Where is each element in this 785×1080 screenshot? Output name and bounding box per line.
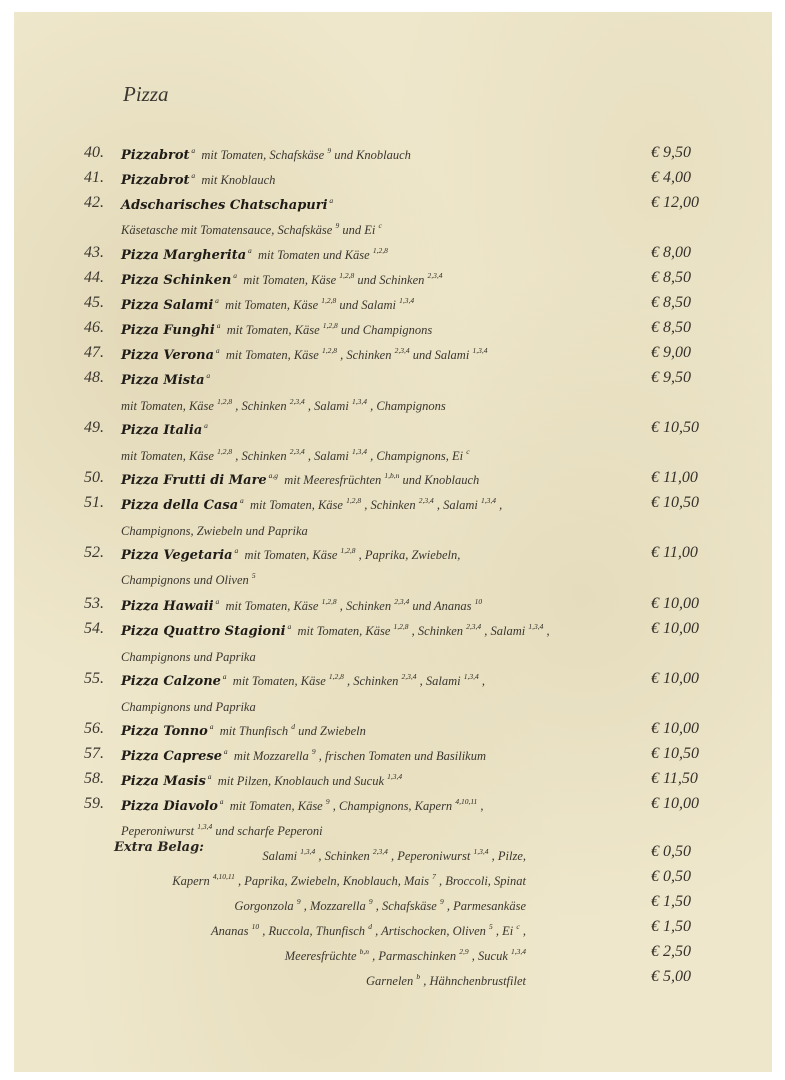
page-title: Pizza: [123, 82, 169, 106]
item-line: [121, 670, 485, 689]
item-line: [121, 144, 411, 163]
allergen-code: a: [238, 496, 244, 505]
description-text: , Schinken: [336, 599, 395, 613]
description-text: , Champignons: [366, 399, 446, 413]
allergen-code: 1,2,8: [217, 397, 233, 406]
item-number: 53.: [84, 595, 104, 612]
item-price: € 10,50: [651, 419, 699, 436]
item-line: [121, 795, 484, 814]
description-text: , Paprika, Zwiebeln, Knoblauch, Mais: [234, 874, 433, 888]
item-name: Pizza Diavolo: [121, 799, 218, 814]
allergen-code: a: [231, 271, 237, 280]
item-number: 43.: [84, 244, 104, 261]
allergen-code: 2,3,4: [466, 622, 482, 631]
description-text: Peperoniwurst: [121, 824, 198, 838]
description-text: mit Tomaten, Käse: [225, 298, 322, 312]
item-line: [121, 294, 414, 313]
description-text: und Ananas: [409, 599, 475, 613]
description-text: Ananas: [211, 924, 252, 938]
description-text: ,: [519, 924, 526, 938]
allergen-code: a: [204, 371, 211, 380]
extra-line: [172, 870, 526, 889]
allergen-code: 1,3,4: [351, 447, 367, 456]
allergen-code: 1,3,4: [463, 672, 479, 681]
item-name: Pizza Italia: [121, 423, 203, 438]
allergen-code: 1,2,8: [321, 346, 337, 355]
item-name: Pizza Frutti di Mare: [121, 473, 267, 488]
description-text: , Parmesankäse: [443, 899, 526, 913]
description-text: , Salami: [304, 449, 352, 463]
allergen-code: a: [246, 246, 252, 255]
menu-item: [14, 469, 772, 493]
allergen-code: 1,3,4: [528, 622, 544, 631]
allergen-code: a: [213, 296, 219, 305]
item-name: Pizza Verona: [121, 348, 214, 363]
item-line: [121, 169, 275, 188]
allergen-code: b,n: [359, 947, 369, 956]
allergen-code: c: [466, 447, 470, 456]
item-line: [121, 544, 460, 563]
description-text: , Ruccola, Thunfisch: [259, 924, 369, 938]
allergen-code: 1,2,8: [393, 622, 409, 631]
description-text: mit Tomaten, Käse: [250, 498, 347, 512]
item-name: Pizzabrot: [121, 173, 190, 188]
menu-item: [14, 144, 772, 168]
item-name: Pizza Masis: [121, 774, 206, 789]
allergen-code: 2,3,4: [394, 597, 410, 606]
extra-line: [234, 895, 526, 914]
allergen-code: 5: [251, 571, 256, 580]
menu-item: [14, 745, 772, 769]
description-text: , Ei: [492, 924, 517, 938]
allergen-code: 1,2,8: [217, 447, 233, 456]
menu-item: [14, 369, 772, 393]
extra-price: € 0,50: [651, 868, 691, 885]
allergen-code: c: [378, 221, 382, 230]
allergen-code: 1,3,4: [480, 496, 496, 505]
allergen-code: 1,2,8: [340, 546, 356, 555]
description-text: , Peperoniwurst: [387, 849, 474, 863]
item-line: [121, 419, 214, 438]
description-text: mit Tomaten, Käse: [229, 799, 326, 813]
item-price: € 9,50: [651, 144, 691, 161]
allergen-code: 4,10,11: [212, 872, 235, 881]
menu-item: [14, 720, 772, 744]
item-name: Pizza Schinken: [121, 273, 232, 288]
menu-item: [14, 795, 772, 819]
menu-item: [14, 494, 772, 518]
allergen-code: 5: [489, 922, 493, 931]
description-text: Gorgonzola: [234, 899, 297, 913]
allergen-code: c: [516, 922, 520, 931]
item-name: Pizza Quattro Stagioni: [121, 624, 286, 639]
allergen-code: 9: [439, 897, 444, 906]
extra-price: € 2,50: [651, 943, 691, 960]
menu-item: [14, 244, 772, 268]
item-name: Pizzabrot: [121, 148, 190, 163]
allergen-code: 2,3,4: [289, 397, 305, 406]
allergen-code: 1,3,4: [197, 822, 213, 831]
description-text: und Zwiebeln: [295, 724, 366, 738]
description-text: , Paprika, Zwiebeln,: [355, 548, 461, 562]
item-line: [121, 720, 366, 739]
allergen-code: a: [285, 622, 292, 631]
description-text: mit Tomaten, Käse: [244, 548, 341, 562]
item-number: 50.: [84, 469, 104, 486]
description-text: Käsetasche mit Tomatensauce, Schafskäse: [121, 223, 336, 237]
allergen-code: 9: [335, 221, 340, 230]
item-name: Pizza Vegetaria: [121, 548, 233, 563]
description-text: mit Tomaten, Käse: [121, 449, 218, 463]
item-line: [121, 244, 388, 263]
item-line: [121, 494, 502, 513]
description-text: , Schinken: [232, 399, 290, 413]
allergen-code: a: [232, 546, 239, 555]
allergen-code: 10: [474, 597, 483, 606]
description-text: mit Tomaten, Schafskäse: [201, 148, 328, 162]
description-text: und Champignons: [337, 323, 433, 337]
item-line: [121, 620, 550, 639]
menu-item: [14, 269, 772, 293]
item-number: 51.: [84, 494, 104, 511]
item-number: 56.: [84, 720, 104, 737]
spacer: [210, 373, 216, 387]
allergen-code: 1,3,4: [399, 296, 415, 305]
allergen-code: 2,3,4: [372, 847, 388, 856]
allergen-code: 1,2,8: [321, 597, 337, 606]
item-price: € 10,00: [651, 620, 699, 637]
description-text: und Knoblauch: [399, 473, 480, 487]
description-text: und Salami: [409, 348, 473, 362]
extra-line: [211, 920, 526, 939]
description-text: Salami: [262, 849, 301, 863]
description-text: und scharfe Peperoni: [212, 824, 323, 838]
description-text: und Ei: [339, 223, 379, 237]
description-text: ,: [478, 674, 485, 688]
spacer: [208, 423, 214, 437]
allergen-code: a: [202, 421, 208, 430]
extra-line: [262, 845, 526, 864]
item-number: 45.: [84, 294, 104, 311]
description-text: Champignons und Paprika: [121, 650, 256, 664]
item-name: Pizza Caprese: [121, 749, 222, 764]
item-name: Pizza Funghi: [121, 323, 215, 338]
description-text: ,: [495, 498, 503, 512]
allergen-code: a,g: [266, 471, 278, 480]
allergen-code: a: [189, 171, 196, 180]
allergen-code: 9: [296, 897, 301, 906]
allergen-code: 9: [327, 146, 332, 155]
menu-item: [14, 544, 772, 568]
item-name: Pizza Margherita: [121, 248, 247, 263]
item-number: 54.: [84, 620, 104, 637]
allergen-code: 2,3,4: [289, 447, 305, 456]
allergen-code: 2,9: [459, 947, 469, 956]
item-price: € 10,50: [651, 494, 699, 511]
item-price: € 8,50: [651, 294, 691, 311]
description-text: , Schinken: [408, 624, 467, 638]
description-text: ,: [477, 799, 484, 813]
menu-item: [14, 194, 772, 218]
item-price: € 8,50: [651, 319, 691, 336]
allergen-code: 1,3,4: [511, 947, 526, 956]
allergen-code: a: [222, 747, 228, 756]
allergen-code: 1,2,8: [372, 246, 388, 255]
description-text: Champignons und Oliven: [121, 573, 252, 587]
item-name: Pizza Hawaii: [121, 599, 214, 614]
menu-item: [14, 595, 772, 619]
allergen-code: 2,3,4: [418, 496, 434, 505]
allergen-code: a: [189, 146, 196, 155]
description-text: , Artischocken, Oliven: [371, 924, 490, 938]
item-number: 47.: [84, 344, 104, 361]
item-line: [121, 369, 216, 388]
description-text: mit Tomaten, Käse: [232, 674, 329, 688]
item-price: € 11,50: [651, 770, 698, 787]
allergen-code: a: [214, 321, 221, 330]
item-description-line: [121, 219, 382, 238]
allergen-code: a: [327, 196, 334, 205]
allergen-code: 1,2,8: [322, 321, 338, 330]
item-description-line: [121, 696, 256, 715]
description-text: und Salami: [336, 298, 400, 312]
description-text: , Schinken: [315, 849, 373, 863]
item-line: [121, 770, 402, 789]
item-number: 59.: [84, 795, 104, 812]
description-text: , Schinken: [361, 498, 419, 512]
item-name: Pizza Tonno: [121, 724, 208, 739]
allergen-code: 1,3,4: [351, 397, 367, 406]
description-text: Garnelen: [366, 974, 417, 988]
item-price: € 8,50: [651, 269, 691, 286]
allergen-code: a: [217, 797, 224, 806]
allergen-code: b: [416, 972, 421, 981]
allergen-code: 2,3,4: [394, 346, 410, 355]
description-text: , Salami: [416, 674, 464, 688]
description-text: und Knoblauch: [331, 148, 411, 162]
menu-item: [14, 770, 772, 794]
allergen-code: 1,3,4: [300, 847, 316, 856]
description-text: mit Tomaten, Käse: [225, 348, 322, 362]
description-text: , Schinken: [232, 449, 290, 463]
menu-item: [14, 294, 772, 318]
allergen-code: 10: [251, 922, 260, 931]
item-line: [121, 319, 432, 338]
item-line: [121, 595, 482, 614]
item-number: 49.: [84, 419, 104, 436]
description-text: Champignons, Zwiebeln und Paprika: [121, 524, 308, 538]
item-price: € 10,00: [651, 595, 699, 612]
allergen-code: a: [220, 672, 227, 681]
description-text: mit Tomaten, Käse: [226, 323, 323, 337]
description-text: ,: [543, 624, 550, 638]
allergen-code: d: [368, 922, 372, 931]
item-description-line: [121, 520, 308, 539]
allergen-code: 4,10,11: [455, 797, 478, 806]
item-number: 48.: [84, 369, 104, 386]
description-text: Kapern: [172, 874, 213, 888]
description-text: , Schinken: [343, 674, 402, 688]
menu-item: [14, 169, 772, 193]
description-text: , Mozzarella: [300, 899, 369, 913]
menu-item: [14, 319, 772, 343]
extra-line: [366, 970, 526, 989]
item-description-line: [121, 569, 256, 588]
item-number: 46.: [84, 319, 104, 336]
allergen-code: d: [291, 722, 296, 731]
item-number: 57.: [84, 745, 104, 762]
allergen-code: 9: [325, 797, 330, 806]
description-text: mit Tomaten, Käse: [297, 624, 394, 638]
description-text: , Hähnchenbrustfilet: [420, 974, 526, 988]
item-price: € 10,00: [651, 670, 699, 687]
description-text: , Parmaschinken: [369, 949, 460, 963]
menu-item: [14, 344, 772, 368]
item-description-line: [121, 395, 446, 414]
item-price: € 4,00: [651, 169, 691, 186]
item-price: € 8,00: [651, 244, 691, 261]
allergen-code: 1,3,4: [472, 346, 488, 355]
allergen-code: 2,3,4: [427, 271, 443, 280]
description-text: , Salami: [433, 498, 481, 512]
extra-price: € 1,50: [651, 918, 691, 935]
description-text: , Salami: [304, 399, 352, 413]
allergen-code: 1,2,8: [328, 672, 344, 681]
allergen-code: 2,3,4: [401, 672, 417, 681]
item-price: € 10,50: [651, 745, 699, 762]
item-line: [121, 194, 339, 213]
item-price: € 12,00: [651, 194, 699, 211]
description-text: , Broccoli, Spinat: [435, 874, 526, 888]
menu-item: [14, 670, 772, 694]
allergen-code: 1,2,8: [346, 496, 362, 505]
menu-item: [14, 419, 772, 443]
item-name: Pizza della Casa: [121, 498, 239, 513]
allergen-code: 9: [311, 747, 316, 756]
description-text: mit Pilzen, Knoblauch und Sucuk: [217, 774, 388, 788]
extra-price: € 1,50: [651, 893, 691, 910]
description-text: mit Mozzarella: [233, 749, 312, 763]
item-name: Pizza Calzone: [121, 674, 221, 689]
item-number: 42.: [84, 194, 104, 211]
item-number: 55.: [84, 670, 104, 687]
item-price: € 10,00: [651, 720, 699, 737]
description-text: , Schinken: [336, 348, 395, 362]
description-text: , Champignons, Kapern: [329, 799, 456, 813]
item-price: € 9,00: [651, 344, 691, 361]
description-text: , Sucuk: [468, 949, 511, 963]
spacer: [333, 198, 339, 212]
item-name: Pizza Salami: [121, 298, 214, 313]
item-number: 40.: [84, 144, 104, 161]
allergen-code: a: [207, 722, 214, 731]
item-number: 41.: [84, 169, 104, 186]
description-text: , frischen Tomaten und Basilikum: [315, 749, 487, 763]
item-line: [121, 745, 486, 764]
item-description-line: [121, 820, 323, 839]
allergen-code: 1,3,4: [473, 847, 489, 856]
extra-label: Extra Belag:: [114, 840, 204, 855]
description-text: , Pilze,: [488, 849, 526, 863]
allergen-code: 9: [368, 897, 373, 906]
item-description-line: [121, 445, 470, 464]
item-name: Adscharisches Chatschapuri: [121, 198, 328, 213]
allergen-code: 1,3,4: [387, 772, 403, 781]
allergen-code: a: [213, 597, 220, 606]
item-description-line: [121, 646, 256, 665]
description-text: , Schafskäse: [372, 899, 440, 913]
description-text: mit Tomaten, Käse: [243, 273, 340, 287]
allergen-code: 1,2,8: [321, 296, 337, 305]
allergen-code: 7: [432, 872, 436, 881]
description-text: , Champignons, Ei: [366, 449, 467, 463]
description-text: Meeresfrüchte: [284, 949, 360, 963]
description-text: Champignons und Paprika: [121, 700, 256, 714]
extra-price: € 5,00: [651, 968, 691, 985]
menu-item: [14, 620, 772, 644]
description-text: und Schinken: [354, 273, 428, 287]
description-text: mit Tomaten, Käse: [225, 599, 322, 613]
item-line: [121, 344, 487, 363]
description-text: mit Thunfisch: [219, 724, 292, 738]
item-price: € 11,00: [651, 544, 698, 561]
item-number: 58.: [84, 770, 104, 787]
allergen-code: 1,2,8: [339, 271, 355, 280]
extra-price: € 0,50: [651, 843, 691, 860]
allergen-code: a: [205, 772, 212, 781]
item-line: [121, 469, 479, 488]
description-text: mit Tomaten und Käse: [258, 248, 373, 262]
description-text: , Salami: [481, 624, 529, 638]
allergen-code: 1,b,n: [384, 471, 400, 480]
item-number: 52.: [84, 544, 104, 561]
description-text: mit Meeresfrüchten: [284, 473, 385, 487]
extra-line: [285, 945, 526, 964]
item-price: € 9,50: [651, 369, 691, 386]
menu-page: [14, 12, 772, 1072]
item-price: € 10,00: [651, 795, 699, 812]
item-line: [121, 269, 443, 288]
allergen-code: a: [214, 346, 220, 355]
item-number: 44.: [84, 269, 104, 286]
description-text: mit Tomaten, Käse: [121, 399, 218, 413]
item-name: Pizza Mista: [121, 373, 205, 388]
description-text: mit Knoblauch: [201, 173, 276, 187]
item-price: € 11,00: [651, 469, 698, 486]
